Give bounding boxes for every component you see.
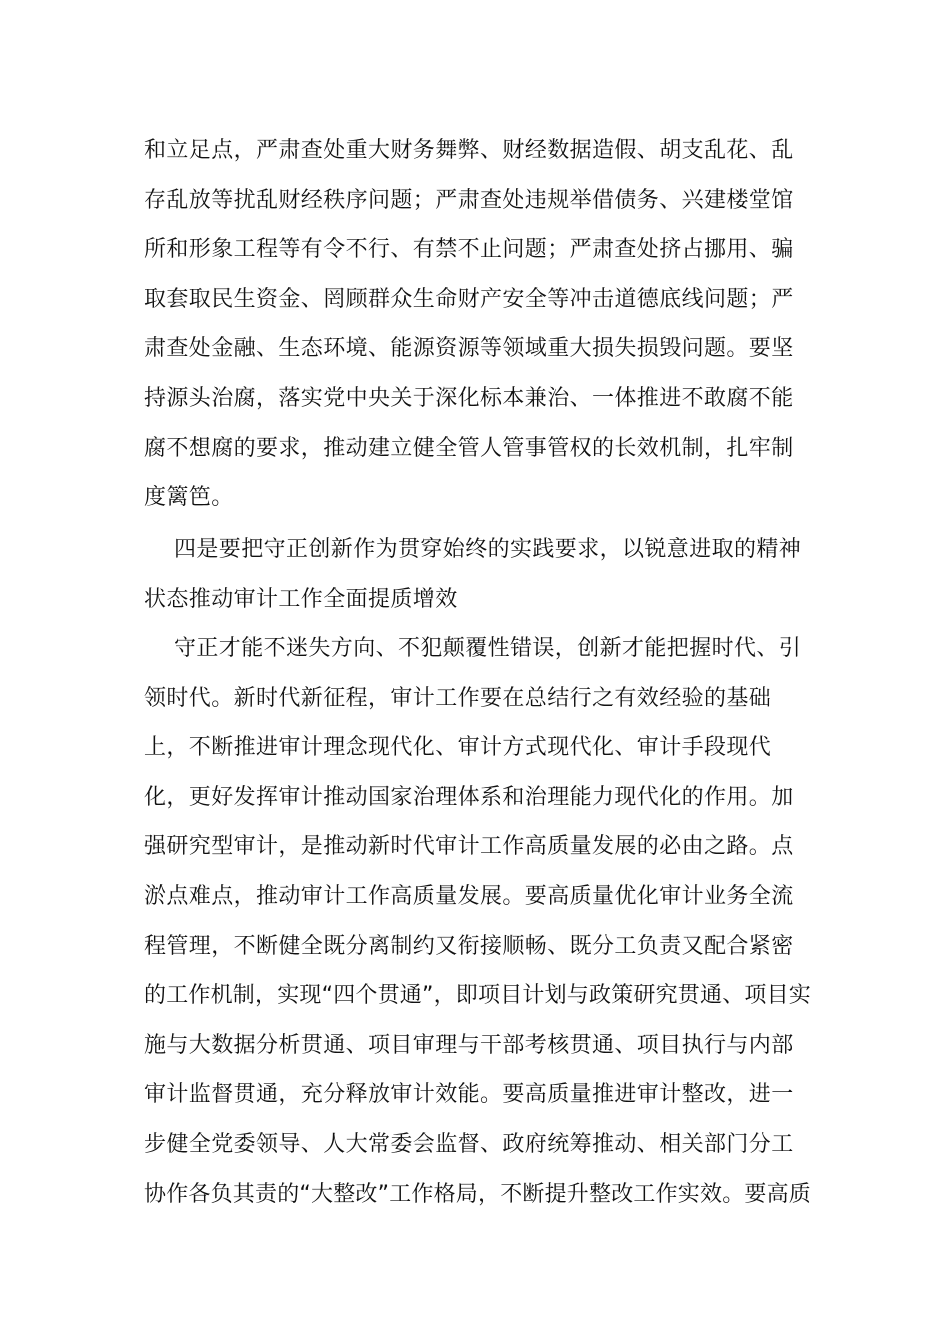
text-line: 所和形象工程等有令不行、有禁不止问题；严肃查处挤占挪用、骗 (144, 237, 794, 263)
text-line: 领时代。新时代新征程，审计工作要在总结行之有效经验的基础 (144, 685, 772, 711)
text-line: 施与大数据分析贯通、项目审理与干部考核贯通、项目执行与内部 (144, 1032, 794, 1058)
text-line: 步健全党委领导、人大常委会监督、政府统筹推动、相关部门分工 (144, 1131, 794, 1157)
text-line: 程管理，不断健全既分离制约又衔接顺畅、既分工负责又配合紧密 (144, 933, 794, 959)
text-line: 存乱放等扰乱财经秩序问题；严肃查处违规举借债务、兴建楼堂馆 (144, 187, 794, 213)
text-line: 肃查处金融、生态环境、能源资源等领域重大损失损毁问题。要坚 (144, 336, 794, 362)
text-line: 审计监督贯通，充分释放审计效能。要高质量推进审计整改，进一 (144, 1082, 794, 1108)
text-line: 状态推动审计工作全面提质增效 (144, 586, 458, 612)
text-line: 协作各负其责的“大整改”工作格局，不断提升整改工作实效。要高质 (144, 1181, 811, 1207)
text-line: 的工作机制，实现“四个贯通”，即项目计划与政策研究贯通、项目实 (144, 983, 811, 1009)
text-line: 和立足点，严肃查处重大财务舞弊、财经数据造假、胡支乱花、乱 (144, 138, 794, 163)
section-heading-paragraph (144, 525, 812, 624)
text-line: 度篱笆。 (144, 485, 234, 511)
paragraph-1 (144, 126, 812, 523)
text-line: 淤点难点，推动审计工作高质量发展。要高质量优化审计业务全流 (144, 883, 794, 909)
text-line: 上，不断推进审计理念现代化、审计方式现代化、审计手段现代 (144, 735, 772, 761)
text-line: 取套取民生资金、罔顾群众生命财产安全等冲击道德底线问题；严 (144, 286, 794, 312)
text-line: 腐不想腐的要求，推动建立健全管人管事管权的长效机制，扎牢制 (144, 435, 794, 461)
text-line: 化，更好发挥审计推动国家治理体系和治理能力现代化的作用。加 (144, 784, 794, 810)
text-line: 四是要把守正创新作为贯穿始终的实践要求，以锐意进取的精神 (174, 537, 802, 562)
text-line: 强研究型审计，是推动新时代审计工作高质量发展的必由之路。点 (144, 834, 794, 860)
text-line: 持源头治腐，落实党中央关于深化标本兼治、一体推进不敢腐不能 (144, 385, 794, 411)
text-line: 守正才能不迷失方向、不犯颠覆性错误，创新才能把握时代、引 (174, 636, 802, 661)
paragraph-3 (144, 624, 812, 1219)
